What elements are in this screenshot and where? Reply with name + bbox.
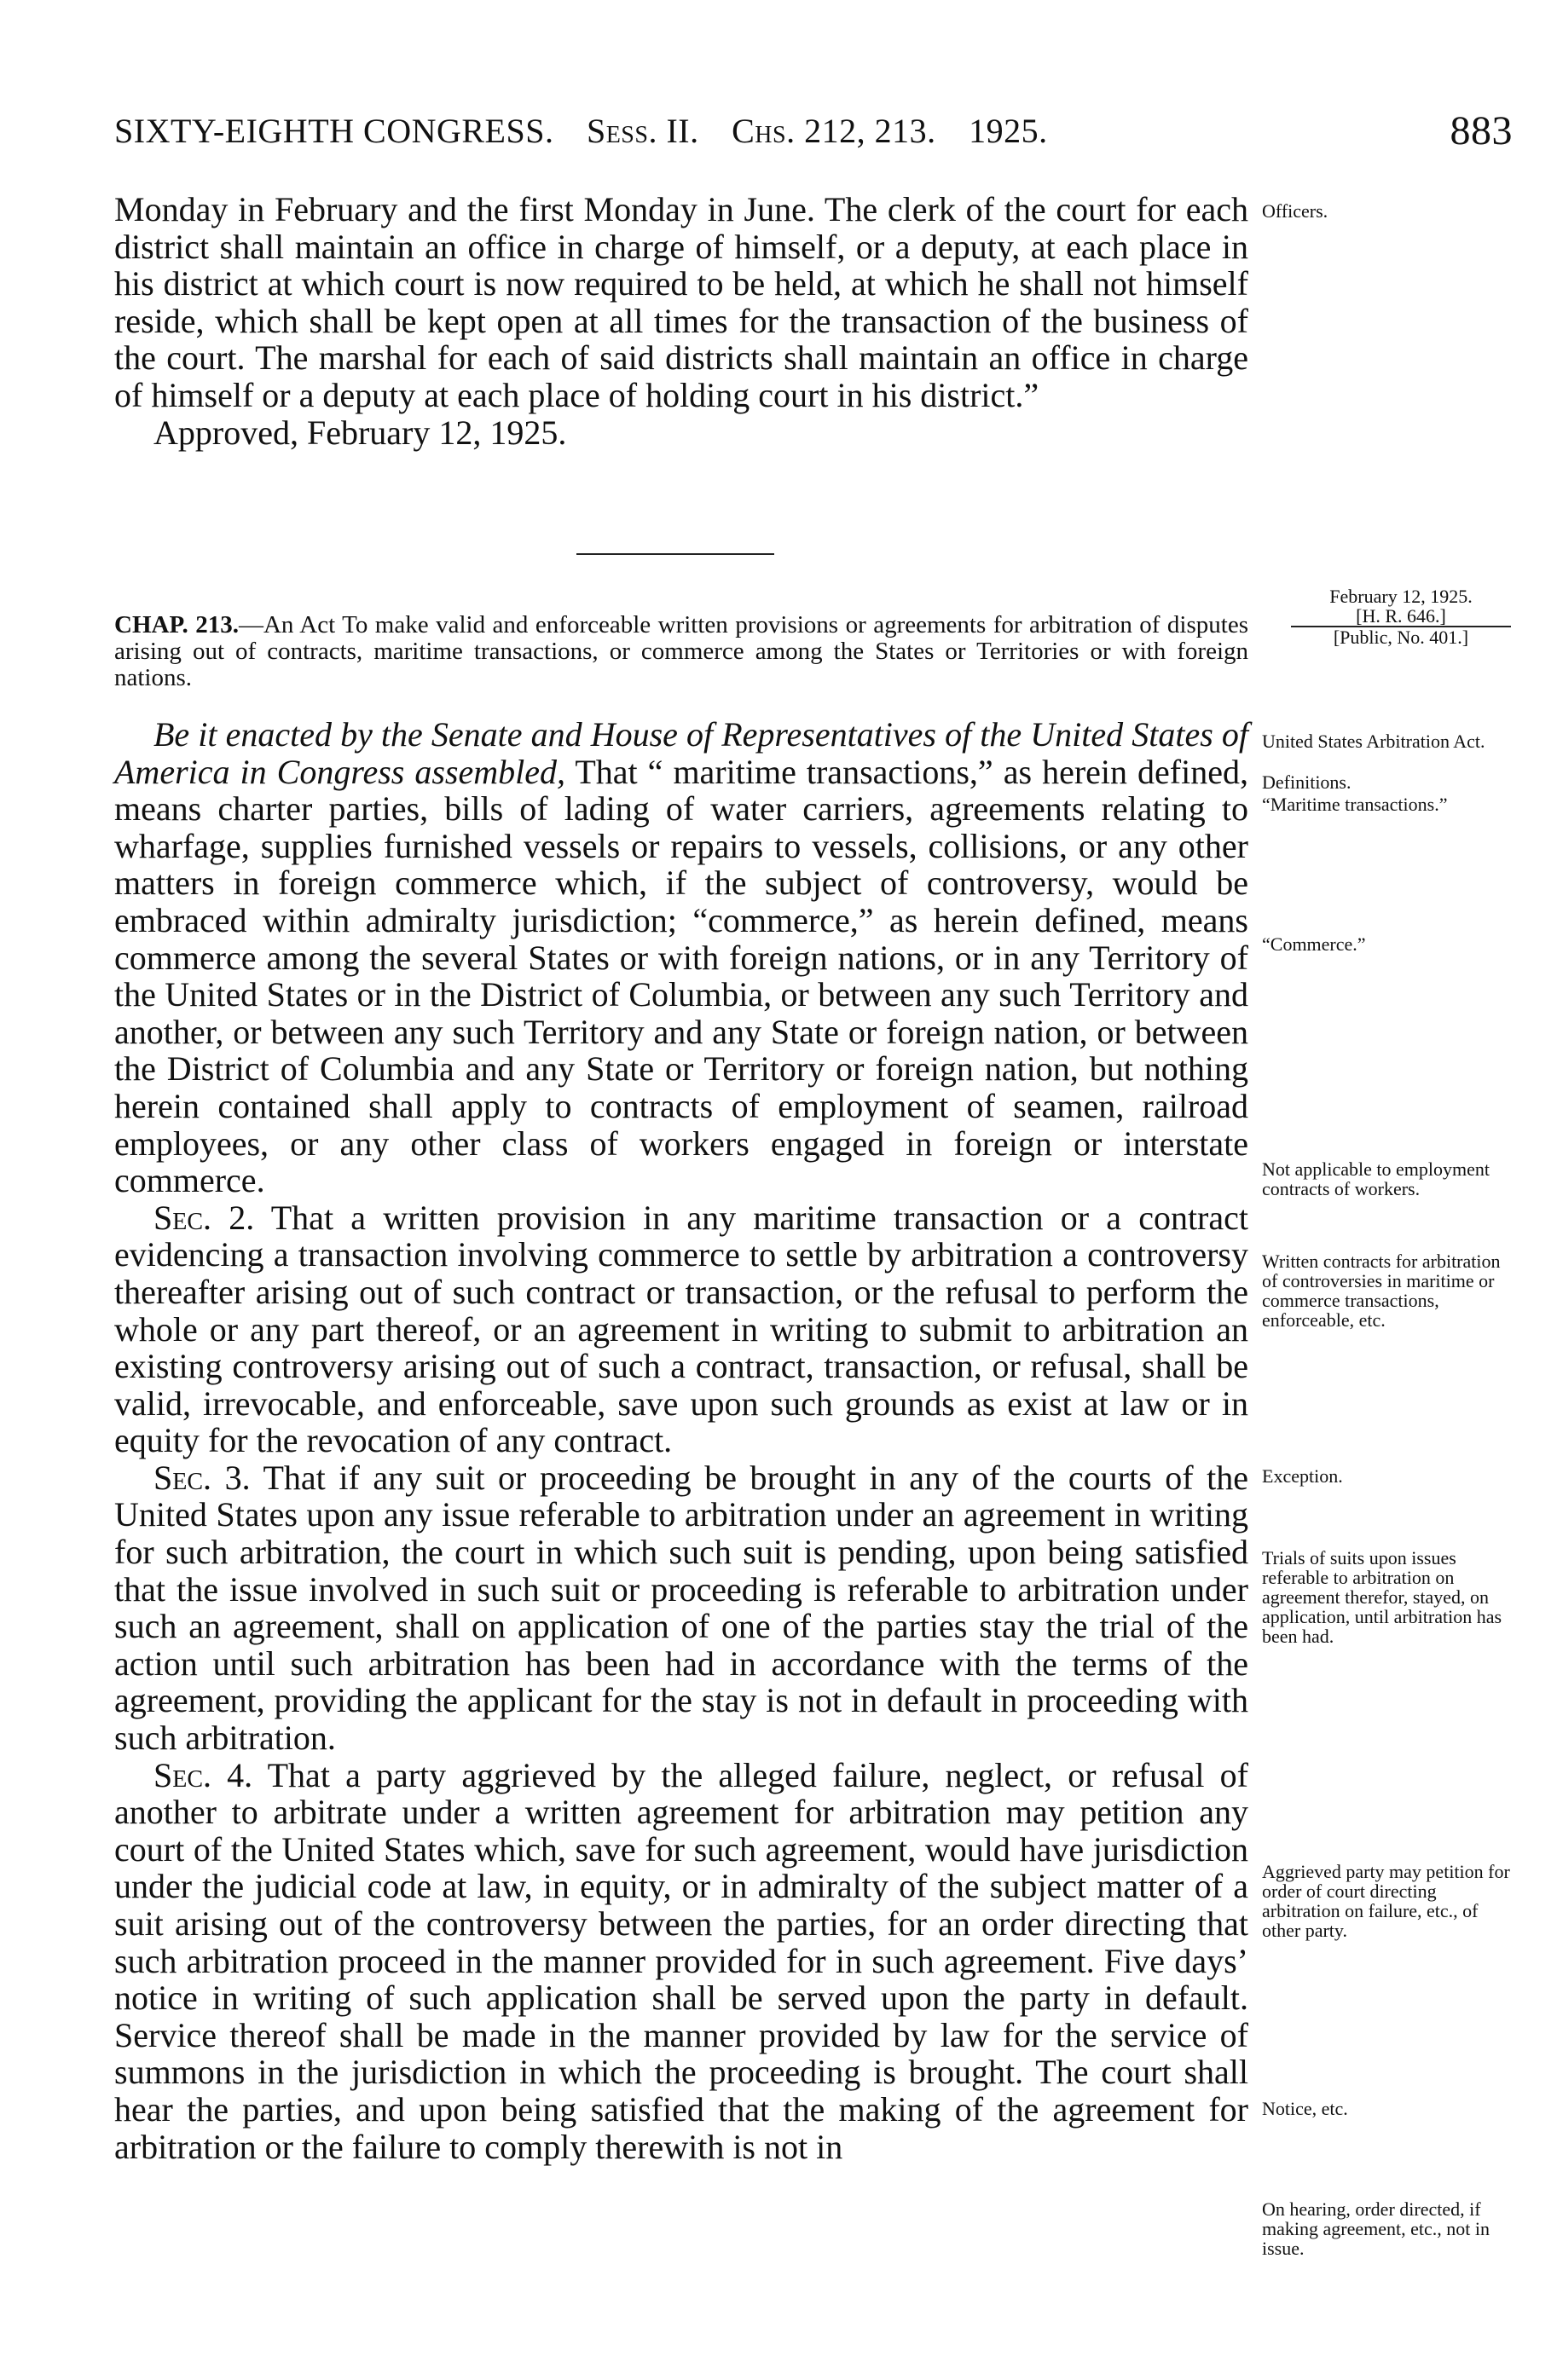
header-session: Sess. II. [586,112,699,150]
running-header [114,107,1513,159]
approved-line: Approved, February 12, 1925. [153,413,567,452]
section-4-paragraph [114,1757,1248,2166]
margin-note-hearing: On hearing, order directed, if making agreement, etc., not in issue. [1262,2198,1490,2259]
header-year: 1925. [969,112,1048,150]
margin-note-aggrieved: Aggrieved party may petition for order of court directing arbitration on failure, etc., of other party. [1262,1861,1510,1941]
previous-chapter-paragraph: Monday in February and the first Monday in June. The clerk of the court for each district shall maintain an office in charge of himself, or a deputy, at each place in his district at which court is now required to be held, at which he shall not himself reside, which shall be kept open at all times for the transaction of the business of the court. The marshal for each of said districts shall maintain an office in charge of himself or a deputy at each place of holding court in his district.” [114,190,1248,414]
section-3-text: That if any suit or proceeding be brought in any of the courts of the United States upon any issue referable to arbitration under an agreement in writing for such arbitration, the court in which such suit is pending, upon being satisfied that the issue involved in such suit or proceeding is referable to arbitration under such an agreement, shall on application of one of the parties stay the trial of the action until such arbitration has been had in accordance with the terms of the agreement, providing the applicant for the stay is not in default in proceeding with such arbitration. [114,1458,1249,1758]
section-4-label: Sec. 4. [153,1755,253,1794]
chapter-title [114,612,1248,691]
previous-chapter-text [114,191,1248,451]
margin-note-definitions: Definitions. [1262,771,1352,793]
margin-note-commerce: “Commerce.” [1262,933,1366,955]
section-4-text: That a party aggrieved by the alleged failure, neglect, or refusal of another to arbitrate under a written agreement for arbitration may petition any court of the United States which, save for such agreement, would have jurisdiction under the judicial code at law, in equity, or in admiralty of the subject matter of a suit arising out of the controversy between the parties, for an order directing that such arbitration proceed in the manner provided for in such agreement. Five days’ notice in writing of such application shall be served upon the party in default. Service thereof shall be made in the manner provided by law for the service of summons in the jurisdiction in which the proceeding is brought. The court shall hear the parties, and upon being satisfied that the making of the agreement for arbitration or the failure to comply therewith is not in [114,1755,1248,2166]
page-number: 883 [1450,108,1513,153]
enacting-clause: Be it enacted by the Senate and House of Representatives of the United States of America in Congress assembled, [114,715,1248,791]
margin-note-arbitration-act: United States Arbitration Act. [1262,731,1485,752]
margin-note-exception: Exception. [1262,1465,1343,1487]
margin-note-notice: Notice, etc. [1262,2098,1348,2119]
header-congress: SIXTY-EIGHTH CONGRESS. [114,112,554,150]
margin-note-maritime: “Maritime transactions.” [1262,794,1448,815]
section-3-paragraph [114,1459,1248,1757]
statute-body [114,716,1248,2165]
margin-note-not-applicable: Not applicable to employment contracts of workers. [1262,1158,1490,1199]
section-1-text: That “ maritime transactions,” as herein defined, means charter parties, bills of lading of water carriers, agreements relating to wharfage, supplies furnished vessels or repairs to vessels, collisions, or any other matters in foreign commerce which, if the subject of controversy, would be embraced within admiralty jurisdiction; “commerce,” as herein defined, means commerce among the several States or with foreign nations, or in any Territory of the United States or in the District of Columbia, or between any such Territory and another, or between any such Territory and any State or foreign nation, or between the District of Columbia and any State or Territory or foreign nation, but nothing herein contained shall apply to contracts of employment of seamen, railroad employees, or any other class of workers engaged in foreign or interstate commerce. [114,752,1248,1200]
margin-note-trials: Trials of suits upon issues referable to arbitration on agreement therefor, stayed, on application, until arbitration has been had. [1262,1547,1502,1647]
chapter-date: February 12, 1925. [1329,586,1473,607]
chapter-bill-number: [H. R. 646.] [1291,606,1511,627]
section-2-text: That a written provision in any maritime transaction or a contract evidencing a transaction involving commerce to settle by arbitration a controversy thereafter arising out of such contract or transaction, or the refusal to perform the whole or any part thereof, or an agreement in writing to submit to arbitration an existing controversy arising out of such a contract, transaction, or refusal, shall be valid, irrevocable, and enforceable, save upon such grounds as exist at law or in equity for the revocation of any contract. [114,1198,1248,1460]
header-left [114,111,1072,151]
margin-note-written-contracts: Written contracts for arbitration of controversies in maritime or commerce transactions, enforceable, etc. [1262,1251,1501,1331]
header-chapters: Chs. 212, 213. [732,112,936,150]
chapter-title-text: —An Act To make valid and enforceable written provisions or agreements for arbitration of disputes arising out of contracts, maritime transactions, or commerce among the States or Territories or with foreign nations. [114,611,1248,691]
section-divider-rule [576,553,774,555]
margin-note-officers: Officers. [1262,200,1328,222]
section-2-label: Sec. 2. [153,1198,255,1237]
chapter-label: CHAP. 213. [114,611,239,638]
section-2-paragraph [114,1199,1248,1459]
section-3-label: Sec. 3. [153,1458,251,1497]
chapter-reference [1286,586,1516,647]
chapter-public-number: [Public, No. 401.] [1333,627,1469,648]
section-1-paragraph [114,716,1248,1199]
